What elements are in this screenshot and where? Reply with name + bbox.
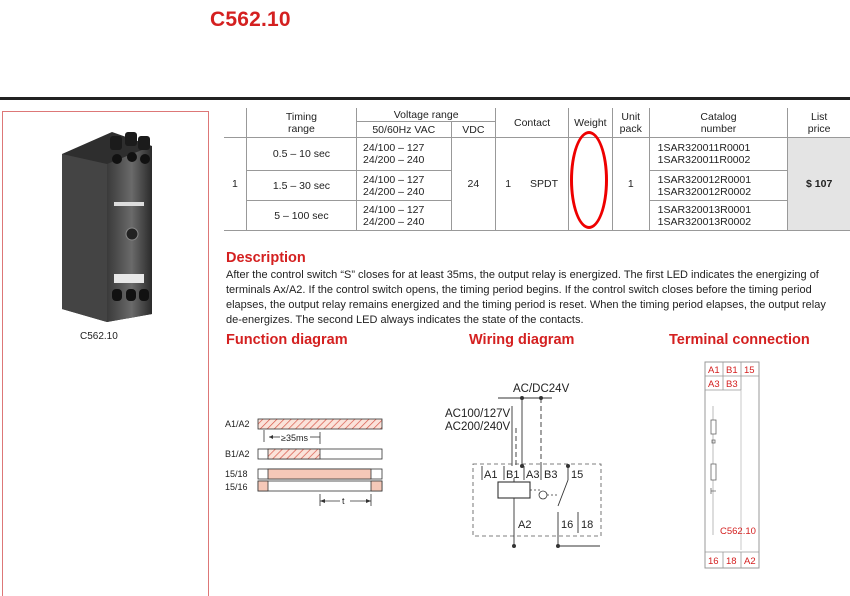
timing-cell: 1.5 – 30 sec: [246, 171, 356, 201]
terminal-label: B3: [726, 379, 738, 390]
vac-cell: 24/100 – 127 24/200 – 240: [357, 201, 451, 231]
dc-label: AC/DC24V: [513, 383, 570, 395]
terminal-label: B1: [506, 469, 520, 481]
timing-cell: 5 – 100 sec: [246, 201, 356, 231]
function-diagram-heading: Function diagram: [226, 332, 348, 348]
terminal-label: B3: [544, 469, 558, 481]
vac-cell: 24/100 – 127 24/200 – 240: [357, 171, 451, 201]
terminal-label: A1: [484, 469, 498, 481]
a1a2-bar: [258, 419, 382, 429]
terminal-connection-heading: Terminal connection: [669, 332, 810, 348]
terminal-label: 15: [571, 469, 584, 481]
terminal-label: 16: [708, 556, 719, 567]
qty-cell: 1: [224, 138, 246, 231]
signal-label: 15/18: [225, 469, 248, 479]
terminal-connection-diagram: [703, 360, 763, 570]
contact-type-cell: SPDT: [520, 138, 568, 231]
pulse-label: ≥35ms: [281, 433, 308, 443]
function-diagram: [222, 410, 392, 510]
vac-cell: 24/100 – 127 24/200 – 240: [357, 138, 451, 171]
timing-range-header: Timing range: [246, 108, 356, 138]
vdc-cell: 24: [451, 138, 496, 231]
vdc-header: VDC: [451, 122, 496, 138]
terminal-label: 18: [726, 556, 737, 567]
vac-header: 50/60Hz VAC: [357, 122, 451, 138]
unit-pack-header: Unit pack: [612, 108, 649, 138]
terminal-label: 16: [561, 519, 574, 531]
wiring-diagram: [440, 378, 610, 550]
product-caption: C562.10: [80, 331, 118, 342]
terminal-label: A1: [708, 365, 720, 376]
price-cell: $ 107: [788, 138, 850, 231]
t-label: t: [342, 496, 345, 506]
relay-device-photo: [52, 124, 160, 324]
description-text: After the control switch “S” closes for at least 35ms, the output relay is energized. The first LED indicates the energizing of terminals Ax/A2. If the control switch opens, the timing period begins. If the control switch closes before the timing period elapses, the output relay remains energized and the timing period is reset. When the timing period elapses, the output relay de-energizes. The second LED always indicates the state of the contacts.: [226, 269, 826, 326]
terminal-label: A3: [708, 379, 720, 390]
signal-label: B1/A2: [225, 449, 250, 459]
weight-annotation-circle: [570, 131, 608, 229]
terminal-label: 15: [744, 365, 755, 376]
terminal-caption: C562.10: [720, 526, 756, 537]
terminal-label: A3: [526, 469, 540, 481]
signal-label: 15/16: [225, 482, 248, 492]
terminal-label: A2: [744, 556, 756, 567]
description-heading: Description: [226, 250, 306, 266]
header-rule: [0, 97, 850, 100]
voltage-range-header: Voltage range: [357, 108, 496, 122]
list-price-header: List price: [788, 108, 850, 138]
ac-label: AC200/240V: [445, 421, 511, 433]
terminal-label: A2: [518, 519, 532, 531]
catalog-cell: 1SAR320011R0001 1SAR320011R0002: [649, 138, 788, 171]
b1a2-bar: [268, 449, 320, 459]
ac-label: AC100/127V: [445, 408, 511, 420]
spec-table: [224, 108, 850, 231]
qty-header: [224, 108, 246, 138]
contact-count-cell: 1: [496, 138, 520, 231]
page-title: C562.10: [210, 8, 291, 31]
weight-header: Weight: [568, 108, 612, 138]
contact-15-16-bar: [371, 481, 382, 491]
relay-coil: [498, 482, 530, 498]
contact-15-18-bar: [268, 469, 371, 479]
catalog-cell: 1SAR320012R0001 1SAR320012R0002: [649, 171, 788, 201]
terminal-label: 18: [581, 519, 594, 531]
terminal-label: B1: [726, 365, 738, 376]
catalog-cell: 1SAR320013R0001 1SAR320013R0002: [649, 201, 788, 231]
wiring-diagram-heading: Wiring diagram: [469, 332, 575, 348]
signal-label: A1/A2: [225, 419, 250, 429]
contact-header: Contact: [496, 108, 569, 138]
unit-pack-cell: 1: [612, 138, 649, 231]
timing-cell: 0.5 – 10 sec: [246, 138, 356, 171]
catalog-number-header: Catalog number: [649, 108, 788, 138]
